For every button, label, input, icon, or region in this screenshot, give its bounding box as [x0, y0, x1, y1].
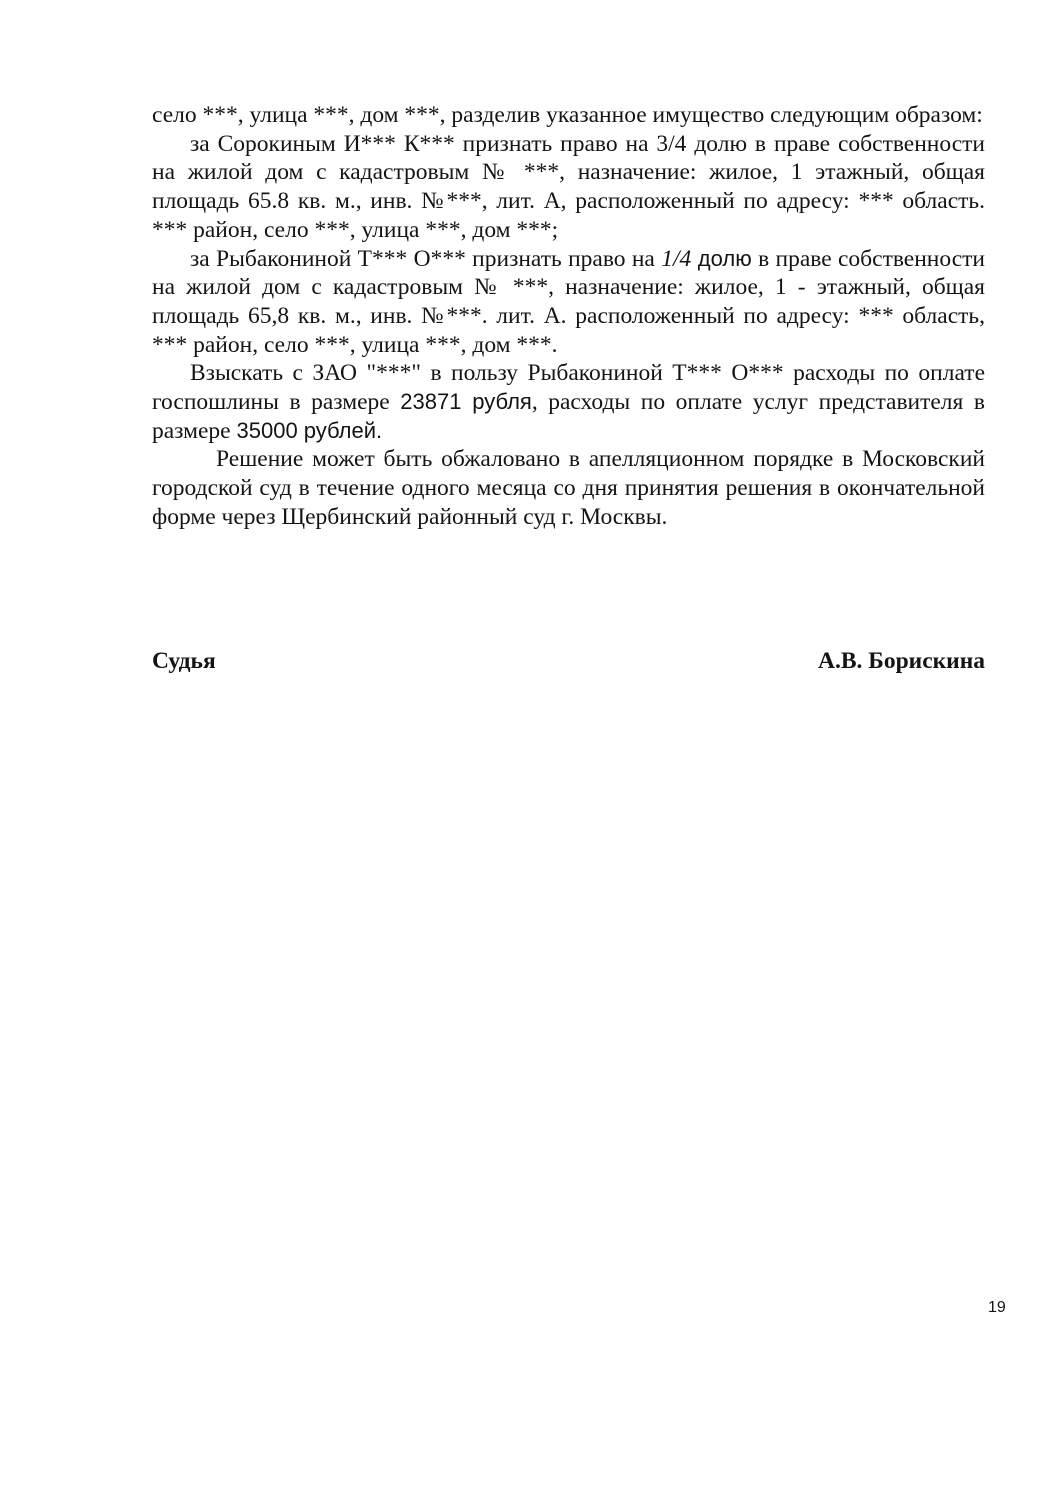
signature-block [152, 646, 985, 676]
paragraph-continuation: село ***, улица ***, дом ***, разделив указанное имущество следующим образом: [152, 102, 983, 128]
paragraph-rybakonina-share-end: в праве собственности на жилой дом с кадастровым № ***, назначение: жилое, 1 - этажный, общая площадь 65,8 кв. м., инв. №***. лит. А. расположенный по адресу: *** область, *** район, село ***, улица ***, дом ***. [152, 245, 985, 358]
paragraph-rybakonina-share-start: за Рыбакониной Т*** О*** признать право на [190, 245, 662, 272]
paragraph-appeal: Решение может быть обжаловано в апелляционном порядке в Московский городской суд в течение одного месяца со дня принятия решения в окончательной форме через Щербинский районный суд г. Москвы. [152, 446, 985, 530]
document-body [152, 101, 985, 532]
share-word: долю [691, 245, 752, 271]
signature-role: Судья [152, 648, 216, 674]
paragraph-costs-middle: , расходы по оплате услуг представителя в размере [152, 389, 985, 444]
paragraph-costs [152, 359, 985, 445]
representative-fee-amount: 35000 рублей. [236, 417, 383, 443]
state-fee-amount: 23871 рубля [400, 389, 532, 415]
page-number: 19 [988, 1299, 1006, 1316]
paragraph-sorokin-share: за Сорокиным И*** К*** признать право на 3/4 долю в праве собственности на жилой дом с кадастровым № ***, назначение: жилое, 1 этажный, общая площадь 65.8 кв. м., инв. №***, лит. А, расположенный по адресу: *** область. *** район, село ***, улица ***, дом ***; [152, 130, 985, 243]
paragraph-costs-start: Взыскать с ЗАО "***" в пользу Рыбакониной Т*** О*** расходы по оплате госпошлины в размере [152, 360, 985, 416]
share-fraction: 1/4 [661, 245, 692, 272]
paragraph-rybakonina-share [152, 245, 985, 360]
signature-name: А.В. Борискина [818, 648, 985, 674]
